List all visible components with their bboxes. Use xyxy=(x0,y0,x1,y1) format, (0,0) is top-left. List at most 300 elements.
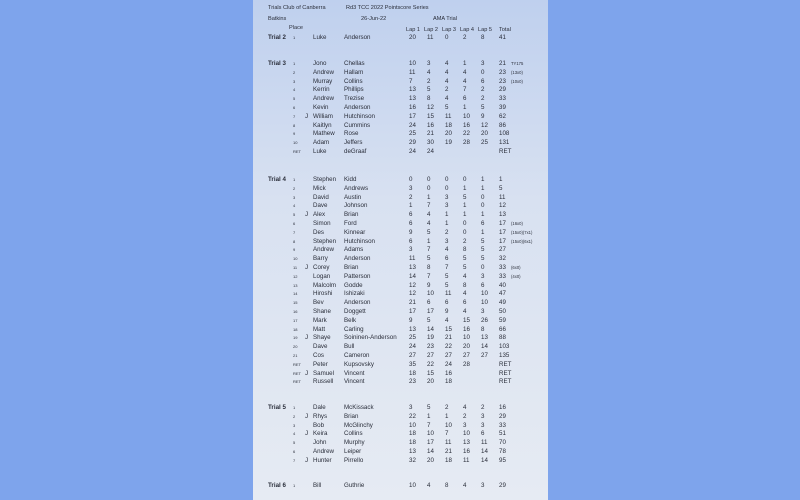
first-name-cell: Hunter xyxy=(313,456,332,464)
first-name-cell: Malcolm xyxy=(313,281,337,289)
table-row xyxy=(253,361,548,370)
lap2-cell: 0 xyxy=(427,176,431,183)
lap3-cell: 15 xyxy=(445,325,452,333)
table-row xyxy=(253,211,548,220)
lap3-cell: 2 xyxy=(445,404,449,411)
last-name-cell: Doggett xyxy=(344,308,366,315)
lap1-cell: 11 xyxy=(409,255,416,263)
first-name-cell: Bob xyxy=(313,421,325,429)
lap5-cell: 6 xyxy=(481,281,485,289)
col-lap1: Lap 1 xyxy=(406,27,420,33)
last-name-cell: Ishizaki xyxy=(344,290,365,298)
first-name-cell: William xyxy=(313,112,333,120)
total-cell: 51 xyxy=(499,430,506,438)
lap5-cell: 1 xyxy=(481,211,485,219)
place-cell: 4 xyxy=(293,431,296,437)
first-name-cell: Kaitlyn xyxy=(313,121,332,129)
lap2-cell: 20 xyxy=(427,378,434,386)
lap2-cell: 4 xyxy=(427,482,431,489)
lap3-cell: 4 xyxy=(445,95,449,103)
lap4-cell: 4 xyxy=(463,77,467,85)
table-row xyxy=(253,238,548,247)
tiebreak-note-cell: (6x0) xyxy=(511,265,521,270)
lap1-cell: 9 xyxy=(409,228,413,236)
table-row xyxy=(253,148,548,157)
lap3-cell: 1 xyxy=(445,412,449,420)
first-name-cell: Kevin xyxy=(313,104,329,111)
lap5-cell: 8 xyxy=(481,34,485,41)
last-name-cell: Rose xyxy=(344,130,359,138)
table-row xyxy=(253,104,548,113)
place-cell: 12 xyxy=(293,273,298,279)
lap3-cell: 19 xyxy=(445,139,452,147)
trial-label: Trial 6 xyxy=(268,482,286,489)
lap2-cell: 9 xyxy=(427,281,431,289)
first-name-cell: Alex xyxy=(313,211,326,219)
lap4-cell: 1 xyxy=(463,211,467,219)
lap4-cell: 13 xyxy=(463,439,470,447)
place-cell: RET xyxy=(293,379,301,385)
lap1-cell: 3 xyxy=(409,246,413,254)
lap3-cell: 3 xyxy=(445,193,449,201)
total-cell: 23 xyxy=(499,68,506,76)
last-name-cell: Hallam xyxy=(344,68,364,76)
lap3-cell: 6 xyxy=(445,255,449,263)
total-cell: RET xyxy=(499,360,512,368)
event-date: 26-Jun-22 xyxy=(361,16,387,22)
lap4-cell: 8 xyxy=(463,281,467,289)
lap1-cell: 24 xyxy=(409,343,416,351)
place-cell: 14 xyxy=(293,291,298,297)
total-cell: 39 xyxy=(499,104,506,111)
lap5-cell: 3 xyxy=(481,482,485,489)
place-cell: 1 xyxy=(293,483,296,488)
lap4-cell: 28 xyxy=(463,360,470,368)
lap3-cell: 4 xyxy=(445,60,449,67)
lap2-cell: 17 xyxy=(427,308,434,315)
lap4-cell: 6 xyxy=(463,299,467,307)
trial-label: Trial 2 xyxy=(268,34,286,41)
lap2-cell: 4 xyxy=(427,220,431,227)
lap3-cell: 18 xyxy=(445,456,452,464)
first-name-cell: Rhys xyxy=(313,412,328,420)
table-row xyxy=(253,370,548,379)
lap4-cell: 15 xyxy=(463,316,470,324)
place-cell: RET xyxy=(293,361,301,367)
lap3-cell: 21 xyxy=(445,334,452,342)
total-cell: 5 xyxy=(499,184,503,192)
first-name-cell: John xyxy=(313,439,327,447)
table-row xyxy=(253,220,548,229)
first-name-cell: Shaye xyxy=(313,334,331,342)
last-name-cell: McGlinchy xyxy=(344,421,373,429)
last-name-cell: Belk xyxy=(344,316,357,324)
table-row xyxy=(253,122,548,131)
lap3-cell: 5 xyxy=(445,272,449,280)
lap1-cell: 0 xyxy=(409,176,413,183)
lap4-cell: 4 xyxy=(463,308,467,315)
first-name-cell: Luke xyxy=(313,34,327,41)
place-cell: 6 xyxy=(293,221,296,226)
table-row xyxy=(253,139,548,148)
lap3-cell: 2 xyxy=(445,86,449,94)
lap1-cell: 35 xyxy=(409,360,416,368)
total-cell: 17 xyxy=(499,220,506,227)
lap2-cell: 20 xyxy=(427,456,434,464)
col-lap4: Lap 4 xyxy=(460,27,474,33)
table-row xyxy=(253,34,548,43)
lap3-cell: 27 xyxy=(445,352,452,359)
lap5-cell: 0 xyxy=(481,264,485,271)
place-cell: 5 xyxy=(293,96,296,102)
last-name-cell: Anderson xyxy=(344,34,371,41)
first-name-cell: Logan xyxy=(313,272,331,280)
first-name-cell: Des xyxy=(313,228,325,236)
total-cell: 78 xyxy=(499,448,506,455)
lap2-cell: 5 xyxy=(427,404,431,411)
last-name-cell: Bull xyxy=(344,343,355,351)
place-cell: 9 xyxy=(293,247,296,253)
lap5-cell: 5 xyxy=(481,104,485,111)
club-name: Trials Club of Canberra xyxy=(268,5,326,11)
first-name-cell: Keira xyxy=(313,430,328,438)
last-name-cell: Austin xyxy=(344,193,362,201)
lap5-cell: 0 xyxy=(481,202,485,210)
lap1-cell: 13 xyxy=(409,86,416,94)
table-row xyxy=(253,299,548,308)
table-row xyxy=(253,202,548,211)
place-cell: 8 xyxy=(293,122,296,128)
total-cell: 23 xyxy=(499,77,506,85)
lap5-cell: 3 xyxy=(481,412,485,420)
junior-flag-cell: J xyxy=(305,264,309,271)
junior-flag-cell: J xyxy=(305,112,309,120)
lap1-cell: 7 xyxy=(409,77,413,85)
lap2-cell: 7 xyxy=(427,272,431,280)
junior-flag-cell: J xyxy=(305,412,309,420)
total-cell: 95 xyxy=(499,456,506,464)
lap4-cell: 10 xyxy=(463,112,470,120)
total-cell: 47 xyxy=(499,290,506,298)
total-cell: 29 xyxy=(499,482,506,489)
last-name-cell: Godde xyxy=(344,281,363,289)
table-row xyxy=(253,430,548,439)
table-row xyxy=(253,457,548,466)
lap5-cell: 20 xyxy=(481,130,488,138)
lap2-cell: 0 xyxy=(427,184,431,192)
first-name-cell: Adam xyxy=(313,139,330,147)
lap4-cell: 10 xyxy=(463,334,470,342)
total-cell: 108 xyxy=(499,130,510,138)
table-row xyxy=(253,404,548,413)
total-cell: 16 xyxy=(499,404,506,411)
lap1-cell: 24 xyxy=(409,148,416,155)
lap4-cell: 7 xyxy=(463,86,467,94)
first-name-cell: Mick xyxy=(313,184,326,192)
tiebreak-note-cell: (16x0) xyxy=(511,221,523,226)
lap4-cell: 16 xyxy=(463,121,470,129)
lap3-cell: 22 xyxy=(445,343,452,351)
lap3-cell: 0 xyxy=(445,176,449,183)
table-row xyxy=(253,113,548,122)
lap2-cell: 15 xyxy=(427,112,434,120)
lap4-cell: 5 xyxy=(463,255,467,263)
lap2-cell: 11 xyxy=(427,34,434,41)
lap3-cell: 7 xyxy=(445,264,449,271)
lap5-cell: 8 xyxy=(481,325,485,333)
lap5-cell: 12 xyxy=(481,121,488,129)
lap1-cell: 2 xyxy=(409,193,413,201)
first-name-cell: Dave xyxy=(313,202,328,210)
lap2-cell: 10 xyxy=(427,430,434,438)
lap4-cell: 2 xyxy=(463,237,467,245)
total-cell: 29 xyxy=(499,86,506,94)
lap1-cell: 13 xyxy=(409,95,416,103)
series-title: Rd3 TCC 2022 Pointscore Series xyxy=(346,5,429,11)
first-name-cell: Mark xyxy=(313,316,327,324)
lap1-cell: 13 xyxy=(409,264,416,271)
lap4-cell: 4 xyxy=(463,272,467,280)
lap2-cell: 6 xyxy=(427,299,431,307)
lap1-cell: 10 xyxy=(409,421,416,429)
lap3-cell: 1 xyxy=(445,220,449,227)
lap5-cell: 14 xyxy=(481,448,488,455)
table-row xyxy=(253,290,548,299)
first-name-cell: Stephen xyxy=(313,237,337,245)
last-name-cell: Andrews xyxy=(344,184,369,192)
table-row xyxy=(253,448,548,457)
total-cell: 33 xyxy=(499,272,506,280)
lap2-cell: 17 xyxy=(427,439,434,447)
first-name-cell: Andrew xyxy=(313,246,334,254)
lap5-cell: 5 xyxy=(481,237,485,245)
last-name-cell: Brian xyxy=(344,264,359,271)
place-cell: RET xyxy=(293,149,301,154)
total-cell: 59 xyxy=(499,316,506,324)
last-name-cell: Anderson xyxy=(344,299,371,307)
total-cell: 62 xyxy=(499,112,506,120)
lap5-cell: 1 xyxy=(481,228,485,236)
lap1-cell: 17 xyxy=(409,112,416,120)
lap1-cell: 6 xyxy=(409,237,413,245)
junior-flag-cell: J xyxy=(305,211,309,219)
lap3-cell: 8 xyxy=(445,482,449,489)
lap2-cell: 30 xyxy=(427,139,434,147)
total-cell: 33 xyxy=(499,264,506,271)
lap3-cell: 10 xyxy=(445,421,452,429)
lap4-cell: 2 xyxy=(463,412,467,420)
first-name-cell: Jono xyxy=(313,60,327,67)
lap2-cell: 1 xyxy=(427,193,431,201)
table-row xyxy=(253,334,548,343)
lap5-cell: 27 xyxy=(481,352,488,359)
lap4-cell: 28 xyxy=(463,139,470,147)
lap4-cell: 4 xyxy=(463,482,467,489)
first-name-cell: Stephen xyxy=(313,176,337,183)
lap4-cell: 4 xyxy=(463,404,467,411)
last-name-cell: Kidd xyxy=(344,176,357,183)
col-lap5: Lap 5 xyxy=(478,27,492,33)
lap3-cell: 3 xyxy=(445,202,449,210)
lap1-cell: 6 xyxy=(409,220,413,227)
last-name-cell: Kinnear xyxy=(344,228,366,236)
lap5-cell: 14 xyxy=(481,456,488,464)
col-lap2: Lap 2 xyxy=(424,27,438,33)
place-cell: 4 xyxy=(293,87,296,93)
place-cell: 2 xyxy=(293,69,296,75)
total-cell: 41 xyxy=(499,34,506,41)
lap2-cell: 23 xyxy=(427,343,434,351)
table-row xyxy=(253,229,548,238)
lap4-cell: 0 xyxy=(463,228,467,236)
table-row xyxy=(253,69,548,78)
lap1-cell: 24 xyxy=(409,121,416,129)
lap2-cell: 7 xyxy=(427,421,431,429)
lap4-cell: 5 xyxy=(463,264,467,271)
first-name-cell: Bill xyxy=(313,482,322,489)
lap5-cell: 2 xyxy=(481,404,485,411)
tiebreak-note-cell: (15x0)(6x1) xyxy=(511,238,533,244)
lap2-cell: 16 xyxy=(427,121,434,129)
first-name-cell: Kerrin xyxy=(313,86,330,94)
lap3-cell: 20 xyxy=(445,130,452,138)
lap1-cell: 11 xyxy=(409,68,416,76)
table-row xyxy=(253,482,548,491)
first-name-cell: David xyxy=(313,193,329,201)
lap2-cell: 14 xyxy=(427,448,434,455)
last-name-cell: Leiper xyxy=(344,448,362,455)
last-name-cell: Adams xyxy=(344,246,364,254)
trial-label: Trial 5 xyxy=(268,404,286,411)
lap1-cell: 16 xyxy=(409,104,416,111)
first-name-cell: Bev xyxy=(313,299,324,307)
last-name-cell: Soininen-Anderson xyxy=(344,334,397,342)
lap1-cell: 12 xyxy=(409,290,416,298)
lap3-cell: 5 xyxy=(445,281,449,289)
last-name-cell: Vincent xyxy=(344,369,365,377)
lap3-cell: 4 xyxy=(445,77,449,85)
col-lap3: Lap 3 xyxy=(442,27,456,33)
table-row xyxy=(253,176,548,185)
last-name-cell: deGraaf xyxy=(344,148,367,155)
place-cell: 10 xyxy=(293,256,298,262)
lap2-cell: 7 xyxy=(427,246,431,254)
junior-flag-cell: J xyxy=(305,430,309,438)
lap2-cell: 5 xyxy=(427,228,431,236)
place-cell: 11 xyxy=(293,265,298,270)
tiebreak-note-cell: TY175 xyxy=(511,61,524,66)
table-row xyxy=(253,352,548,361)
place-cell: 1 xyxy=(293,61,296,66)
lap4-cell: 8 xyxy=(463,246,467,254)
lap3-cell: 7 xyxy=(445,430,449,438)
total-cell: 21 xyxy=(499,60,506,67)
first-name-cell: Andrew xyxy=(313,68,334,76)
lap2-cell: 4 xyxy=(427,68,431,76)
last-name-cell: Phillips xyxy=(344,86,364,94)
total-cell: 66 xyxy=(499,325,506,333)
total-cell: 50 xyxy=(499,308,506,315)
lap4-cell: 16 xyxy=(463,325,470,333)
tiebreak-note-cell: (4x0) xyxy=(511,273,521,279)
table-row xyxy=(253,317,548,326)
lap4-cell: 20 xyxy=(463,343,470,351)
lap1-cell: 27 xyxy=(409,352,416,359)
place-cell: 19 xyxy=(293,335,298,341)
lap4-cell: 1 xyxy=(463,202,467,210)
total-cell: 17 xyxy=(499,237,506,245)
junior-flag-cell: J xyxy=(305,456,309,464)
total-cell: 135 xyxy=(499,352,510,359)
last-name-cell: Brian xyxy=(344,211,359,219)
col-place: Place xyxy=(289,25,303,31)
total-cell: 33 xyxy=(499,421,506,429)
lap5-cell: 3 xyxy=(481,60,485,67)
lap5-cell: 9 xyxy=(481,112,485,120)
first-name-cell: Andrew xyxy=(313,95,334,103)
lap4-cell: 1 xyxy=(463,104,467,111)
first-name-cell: Dave xyxy=(313,343,328,351)
lap3-cell: 18 xyxy=(445,121,452,129)
lap2-cell: 1 xyxy=(427,412,431,420)
place-cell: 7 xyxy=(293,113,296,119)
first-name-cell: Andrew xyxy=(313,448,334,455)
lap2-cell: 22 xyxy=(427,360,434,368)
place-cell: 6 xyxy=(293,105,296,110)
last-name-cell: Johnson xyxy=(344,202,368,210)
last-name-cell: Carling xyxy=(344,325,364,333)
lap3-cell: 11 xyxy=(445,112,452,120)
table-row xyxy=(253,194,548,203)
lap5-cell: 25 xyxy=(481,139,488,147)
last-name-cell: Pirrello xyxy=(344,456,364,464)
place-cell: 18 xyxy=(293,326,298,332)
lap1-cell: 25 xyxy=(409,334,416,342)
lap1-cell: 3 xyxy=(409,404,413,411)
table-row xyxy=(253,343,548,352)
lap1-cell: 17 xyxy=(409,308,416,315)
total-cell: 49 xyxy=(499,299,506,307)
place-cell: 1 xyxy=(293,177,296,182)
table-row xyxy=(253,246,548,255)
total-cell: 88 xyxy=(499,334,506,342)
table-row xyxy=(253,130,548,139)
lap1-cell: 18 xyxy=(409,369,416,377)
table-row xyxy=(253,78,548,87)
lap1-cell: 20 xyxy=(409,34,416,41)
first-name-cell: Mathew xyxy=(313,130,335,138)
lap5-cell: 6 xyxy=(481,77,485,85)
last-name-cell: Collins xyxy=(344,77,363,85)
lap5-cell: 11 xyxy=(481,439,488,447)
lap3-cell: 0 xyxy=(445,184,449,192)
lap1-cell: 3 xyxy=(409,184,413,192)
lap5-cell: 0 xyxy=(481,193,485,201)
junior-flag-cell: J xyxy=(305,334,309,342)
place-cell: 10 xyxy=(293,140,298,146)
lap1-cell: 12 xyxy=(409,281,416,289)
venue-name: Batkins xyxy=(268,16,287,22)
last-name-cell: Vincent xyxy=(344,378,365,386)
lap1-cell: 29 xyxy=(409,139,416,147)
lap2-cell: 12 xyxy=(427,104,434,111)
lap1-cell: 32 xyxy=(409,456,416,464)
lap1-cell: 6 xyxy=(409,211,413,219)
lap5-cell: 2 xyxy=(481,95,485,103)
last-name-cell: Anderson xyxy=(344,255,371,263)
lap5-cell: 10 xyxy=(481,299,488,307)
lap3-cell: 11 xyxy=(445,290,452,298)
